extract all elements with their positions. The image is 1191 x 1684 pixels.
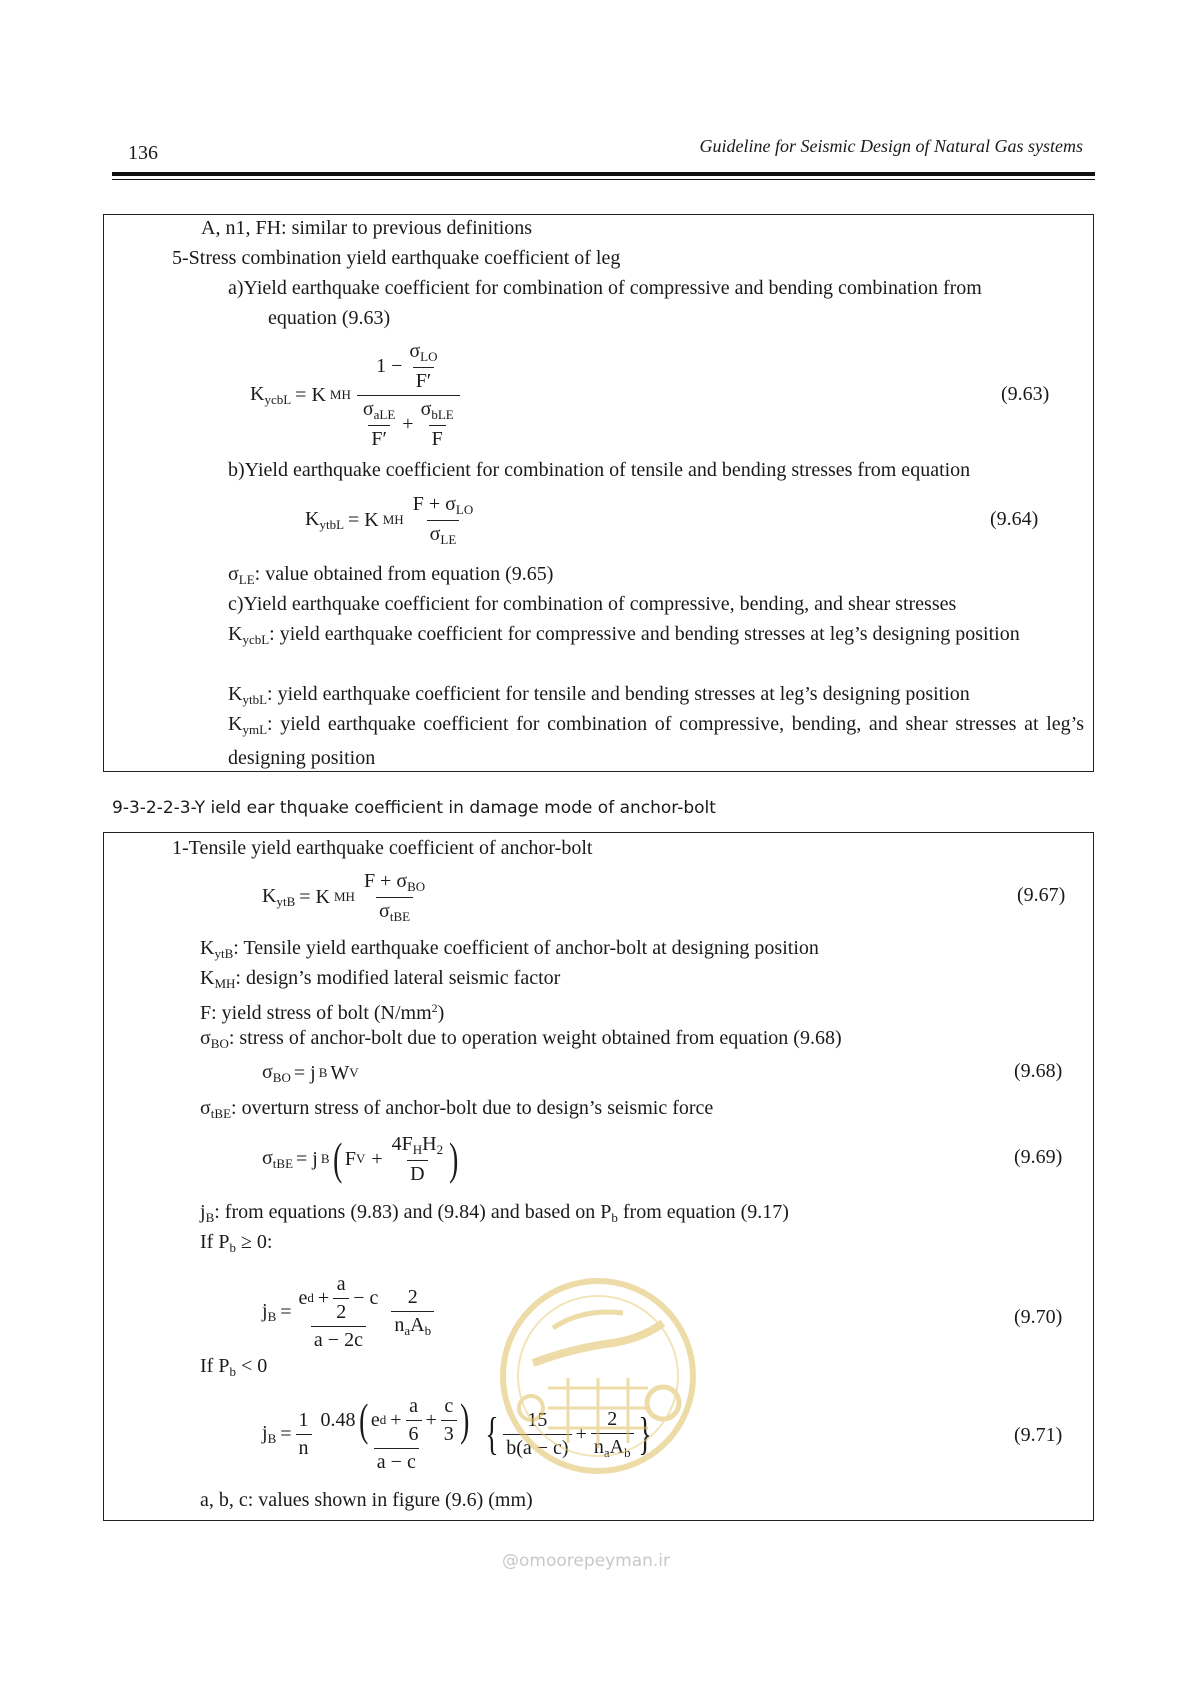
equation-9-67: $K_{ytB}$ = K MH $\frac{F + \sigma_{BO}}{\sigma_{tBE}}$ (262, 866, 428, 928)
eq963-mh-sub: MH (329, 387, 351, 402)
def-jb: $j_B$: from equations (9.83) and (9.84) and based on $P_b$ from equation (9.17) (200, 1201, 789, 1225)
equation-9-63 (250, 340, 460, 450)
eq969-fraction: $\frac{4F_HH_2}{D}$ (391, 1132, 444, 1185)
defs-line: A, n1, FH: similar to previous definitions (201, 217, 533, 239)
eq971-main-fraction: 0.48 ( e d + $\frac{a}{6}$ + $\frac{c}{3}$ ) a − c (320, 1394, 470, 1473)
eq969-number: (9.69) (1014, 1146, 1063, 1168)
eq963-eqsign: = K (295, 383, 326, 406)
eq969-right-paren: ) (449, 1133, 459, 1184)
def-sigma-le: $\sigma_{LE}$: value obtained from equation (9.65) (228, 563, 554, 587)
equation-9-69: $\sigma_{tBE}$ = j B ( F V + $\frac{4F_HH_2}{D}$ ) (262, 1132, 459, 1185)
running-title: Guideline for Seismic Design of Natural Gas systems (699, 136, 1083, 156)
eq971-g2-fraction: $\frac{2}{n_aA_b}$ (591, 1408, 634, 1461)
eq967-number: (9.67) (1017, 884, 1066, 906)
abc-definition: a, b, c: values shown in figure (9.6) (mm) (200, 1489, 533, 1511)
eq963-num-inner-fraction: $\frac{\sigma_{LO}}{F'}$ (409, 339, 438, 392)
eq963-one-minus: 1 − (376, 354, 403, 377)
eq963-den-fraction-b: $\frac{\sigma_{bLE}}{F}$ (420, 397, 454, 450)
item-b-line: b)Yield earthquake coefficient for combination of tensile and bending stresses from equation (228, 459, 971, 481)
eq971-right-brace: } (638, 1408, 652, 1459)
def-kyml: $K_{ymL}$: yield earthquake coefficient for combination of compressive, bending, and shear stresses at leg’s designing position (228, 713, 1084, 769)
eq971-g1-fraction: $\frac{15}{b(a - c)}$ (503, 1409, 571, 1460)
item-1-heading: 1-Tensile yield earthquake coefficient of anchor-bolt (172, 837, 593, 859)
eq971-left-brace: { (485, 1408, 499, 1459)
item-a-line1: a)Yield earthquake coefficient for combination of compressive and bending combination from (228, 277, 982, 299)
def-sigma-tbe: $\sigma_{tBE}$: overturn stress of anchor-bolt due to design’s seismic force (200, 1097, 714, 1121)
def-kytbl: $K_{ytbL}$: yield earthquake coefficient for tensile and bending stresses at leg’s designing position (228, 683, 970, 707)
def-sigma-bo: $\sigma_{BO}$: stress of anchor-bolt due to operation weight obtained from equation (9.68) (200, 1027, 842, 1051)
equation-9-70: $j_B$ = e d + $\frac{a}{2}$ − c a − 2c $\frac{2}{n_aA_b}$ (262, 1262, 434, 1362)
def-kycbl: $K_{ycbL}$: yield earthquake coefficient for compressive and bending stresses at leg’s designing position (228, 623, 1020, 647)
if-pb-ge-zero: If $P_b \ge 0$: (200, 1231, 273, 1255)
if-pb-lt-zero: If $P_b < 0$ (200, 1355, 268, 1379)
eq964-number: (9.64) (990, 508, 1039, 530)
equation-9-68: $\sigma_{BO}$ = j B W V (262, 1060, 359, 1085)
header-rule-thick (112, 172, 1095, 176)
eq963-main-fraction: 1 − $\frac{\sigma_{LO}}{F'}$ $\frac{\sigma_{aLE}}{F'}$ + $\frac{\sigma_{bLE}}{F}$ (357, 340, 460, 451)
page-number: 136 (128, 142, 158, 164)
eq970-second-fraction: $\frac{2}{n_aA_b}$ (391, 1286, 434, 1339)
def-kytb: $K_{ytB}$: Tensile yield earthquake coefficient of anchor-bolt at designing position (200, 937, 819, 961)
item-5-heading: 5-Stress combination yield earthquake coefficient of leg (172, 247, 621, 269)
item-a-line2: equation (9.63) (268, 307, 391, 329)
header-rule-thin (112, 179, 1095, 180)
def-kmh: $K_{MH}$: design’s modified lateral seismic factor (200, 967, 561, 991)
eq967-fraction: $\frac{F + \sigma_{BO}}{\sigma_{tBE}}$ (363, 869, 426, 924)
section-heading: 9-3-2-2-3-Y ield ear thquake coefficient in damage mode of anchor-bolt (112, 798, 716, 818)
equation-9-71: $j_B$ = $\frac{1}{n}$ 0.48 ( e d + $\frac{a}{6}$ + $\frac{c}{3}$ ) a − c { $\frac{15}{b(a - c)}$ + $\frac{2}{n_aA_b}$ } (262, 1394, 652, 1473)
def-f: F: yield stress of bolt $(N/mm^2)$ (200, 1001, 445, 1024)
equation-9-64: $K_{ytbL}$ = K MH $\frac{F + \sigma_{LO}}{\sigma_{LE}}$ (305, 490, 476, 550)
eq971-one-over-n: $\frac{1}{n}$ (296, 1409, 312, 1460)
eq968-number: (9.68) (1014, 1060, 1063, 1082)
eq970-number: (9.70) (1014, 1306, 1063, 1328)
eq964-fraction: $\frac{F + \sigma_{LO}}{\sigma_{LE}}$ (412, 492, 474, 547)
eq970-main-fraction: e d + $\frac{a}{2}$ − c a − 2c (298, 1272, 379, 1351)
item-c-line: c)Yield earthquake coefficient for combination of compressive, bending, and shear stresses (228, 593, 957, 615)
eq963-den-fraction-a: $\frac{\sigma_{aLE}}{F'}$ (362, 397, 396, 450)
eq963-number: (9.63) (1001, 383, 1050, 405)
eq971-number: (9.71) (1014, 1424, 1063, 1446)
eq963-lhs: $K_{ycbL}$ (250, 382, 292, 407)
omoore-peyman-seal-icon (493, 1268, 703, 1498)
watermark-site: @omoorepeyman.ir (502, 1551, 671, 1571)
eq969-left-paren: ( (332, 1133, 342, 1184)
